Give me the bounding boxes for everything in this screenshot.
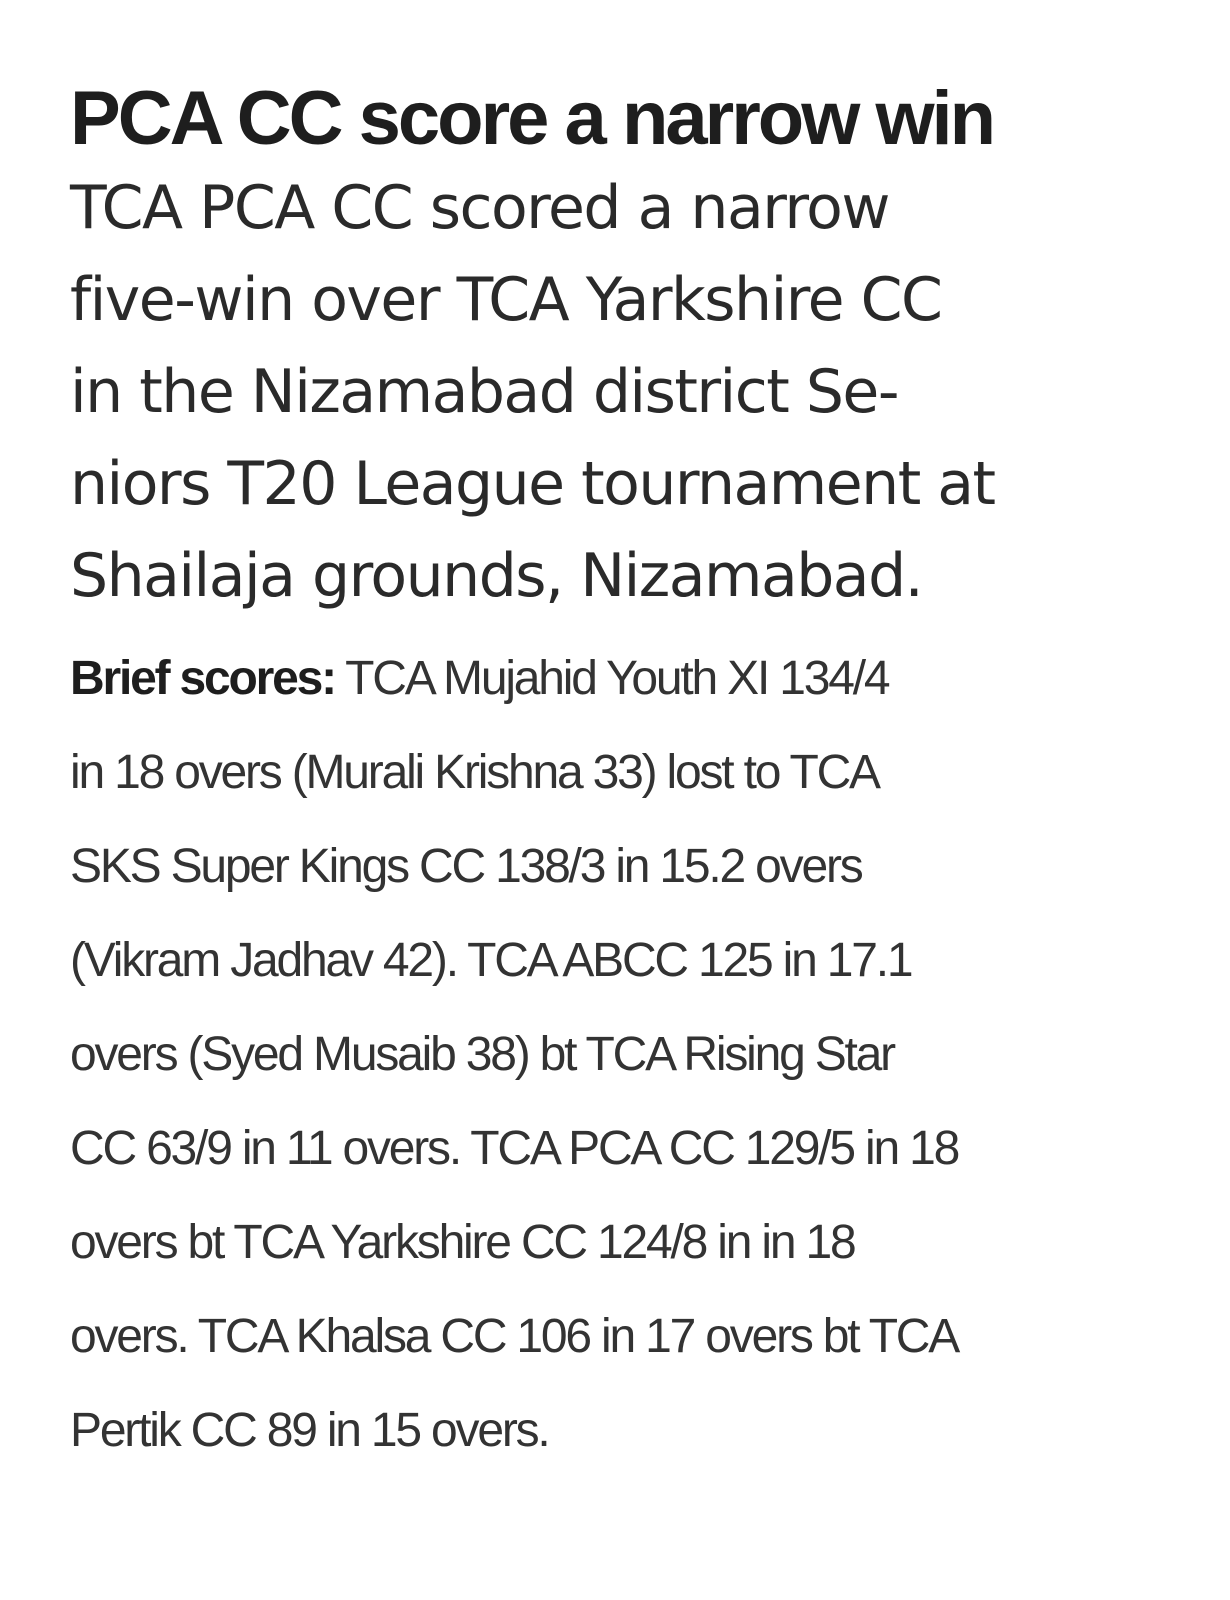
lede-line: in the Nizamabad district Se- bbox=[70, 357, 898, 427]
scores-line: CC 63/9 in 11 overs. TCA PCA CC 129/5 in 18 bbox=[70, 1122, 959, 1175]
scores-line: in 18 overs (Murali Krishna 33) lost to TCA bbox=[70, 746, 879, 799]
brief-scores-paragraph bbox=[70, 632, 1160, 1478]
lede-line: TCA PCA CC scored a narrow bbox=[70, 173, 889, 243]
scores-line: Pertik CC 89 in 15 overs. bbox=[70, 1404, 549, 1457]
headline: PCA CC score a narrow win bbox=[70, 76, 994, 161]
news-article bbox=[70, 78, 1160, 1478]
lede-line: niors T20 League tournament at bbox=[70, 449, 995, 519]
scores-line: SKS Super Kings CC 138/3 in 15.2 overs bbox=[70, 840, 862, 893]
scores-line: (Vikram Jadhav 42). TCA ABCC 125 in 17.1 bbox=[70, 934, 912, 987]
lede-paragraph bbox=[70, 162, 1160, 622]
scores-first-line bbox=[70, 632, 1160, 726]
lede-line: Shailaja grounds, Nizamabad. bbox=[70, 541, 923, 611]
lede-line: five-win over TCA Yarkshire CC bbox=[70, 265, 942, 335]
scores-line: overs. TCA Khalsa CC 106 in 17 overs bt TCA bbox=[70, 1310, 959, 1363]
scores-line: overs (Syed Musaib 38) bt TCA Rising Star bbox=[70, 1028, 894, 1081]
scores-line: overs bt TCA Yarkshire CC 124/8 in in 18 bbox=[70, 1216, 855, 1269]
brief-scores-label: Brief scores: bbox=[70, 652, 335, 705]
scores-line: TCA Mujahid Youth XI 134/4 bbox=[345, 652, 889, 705]
